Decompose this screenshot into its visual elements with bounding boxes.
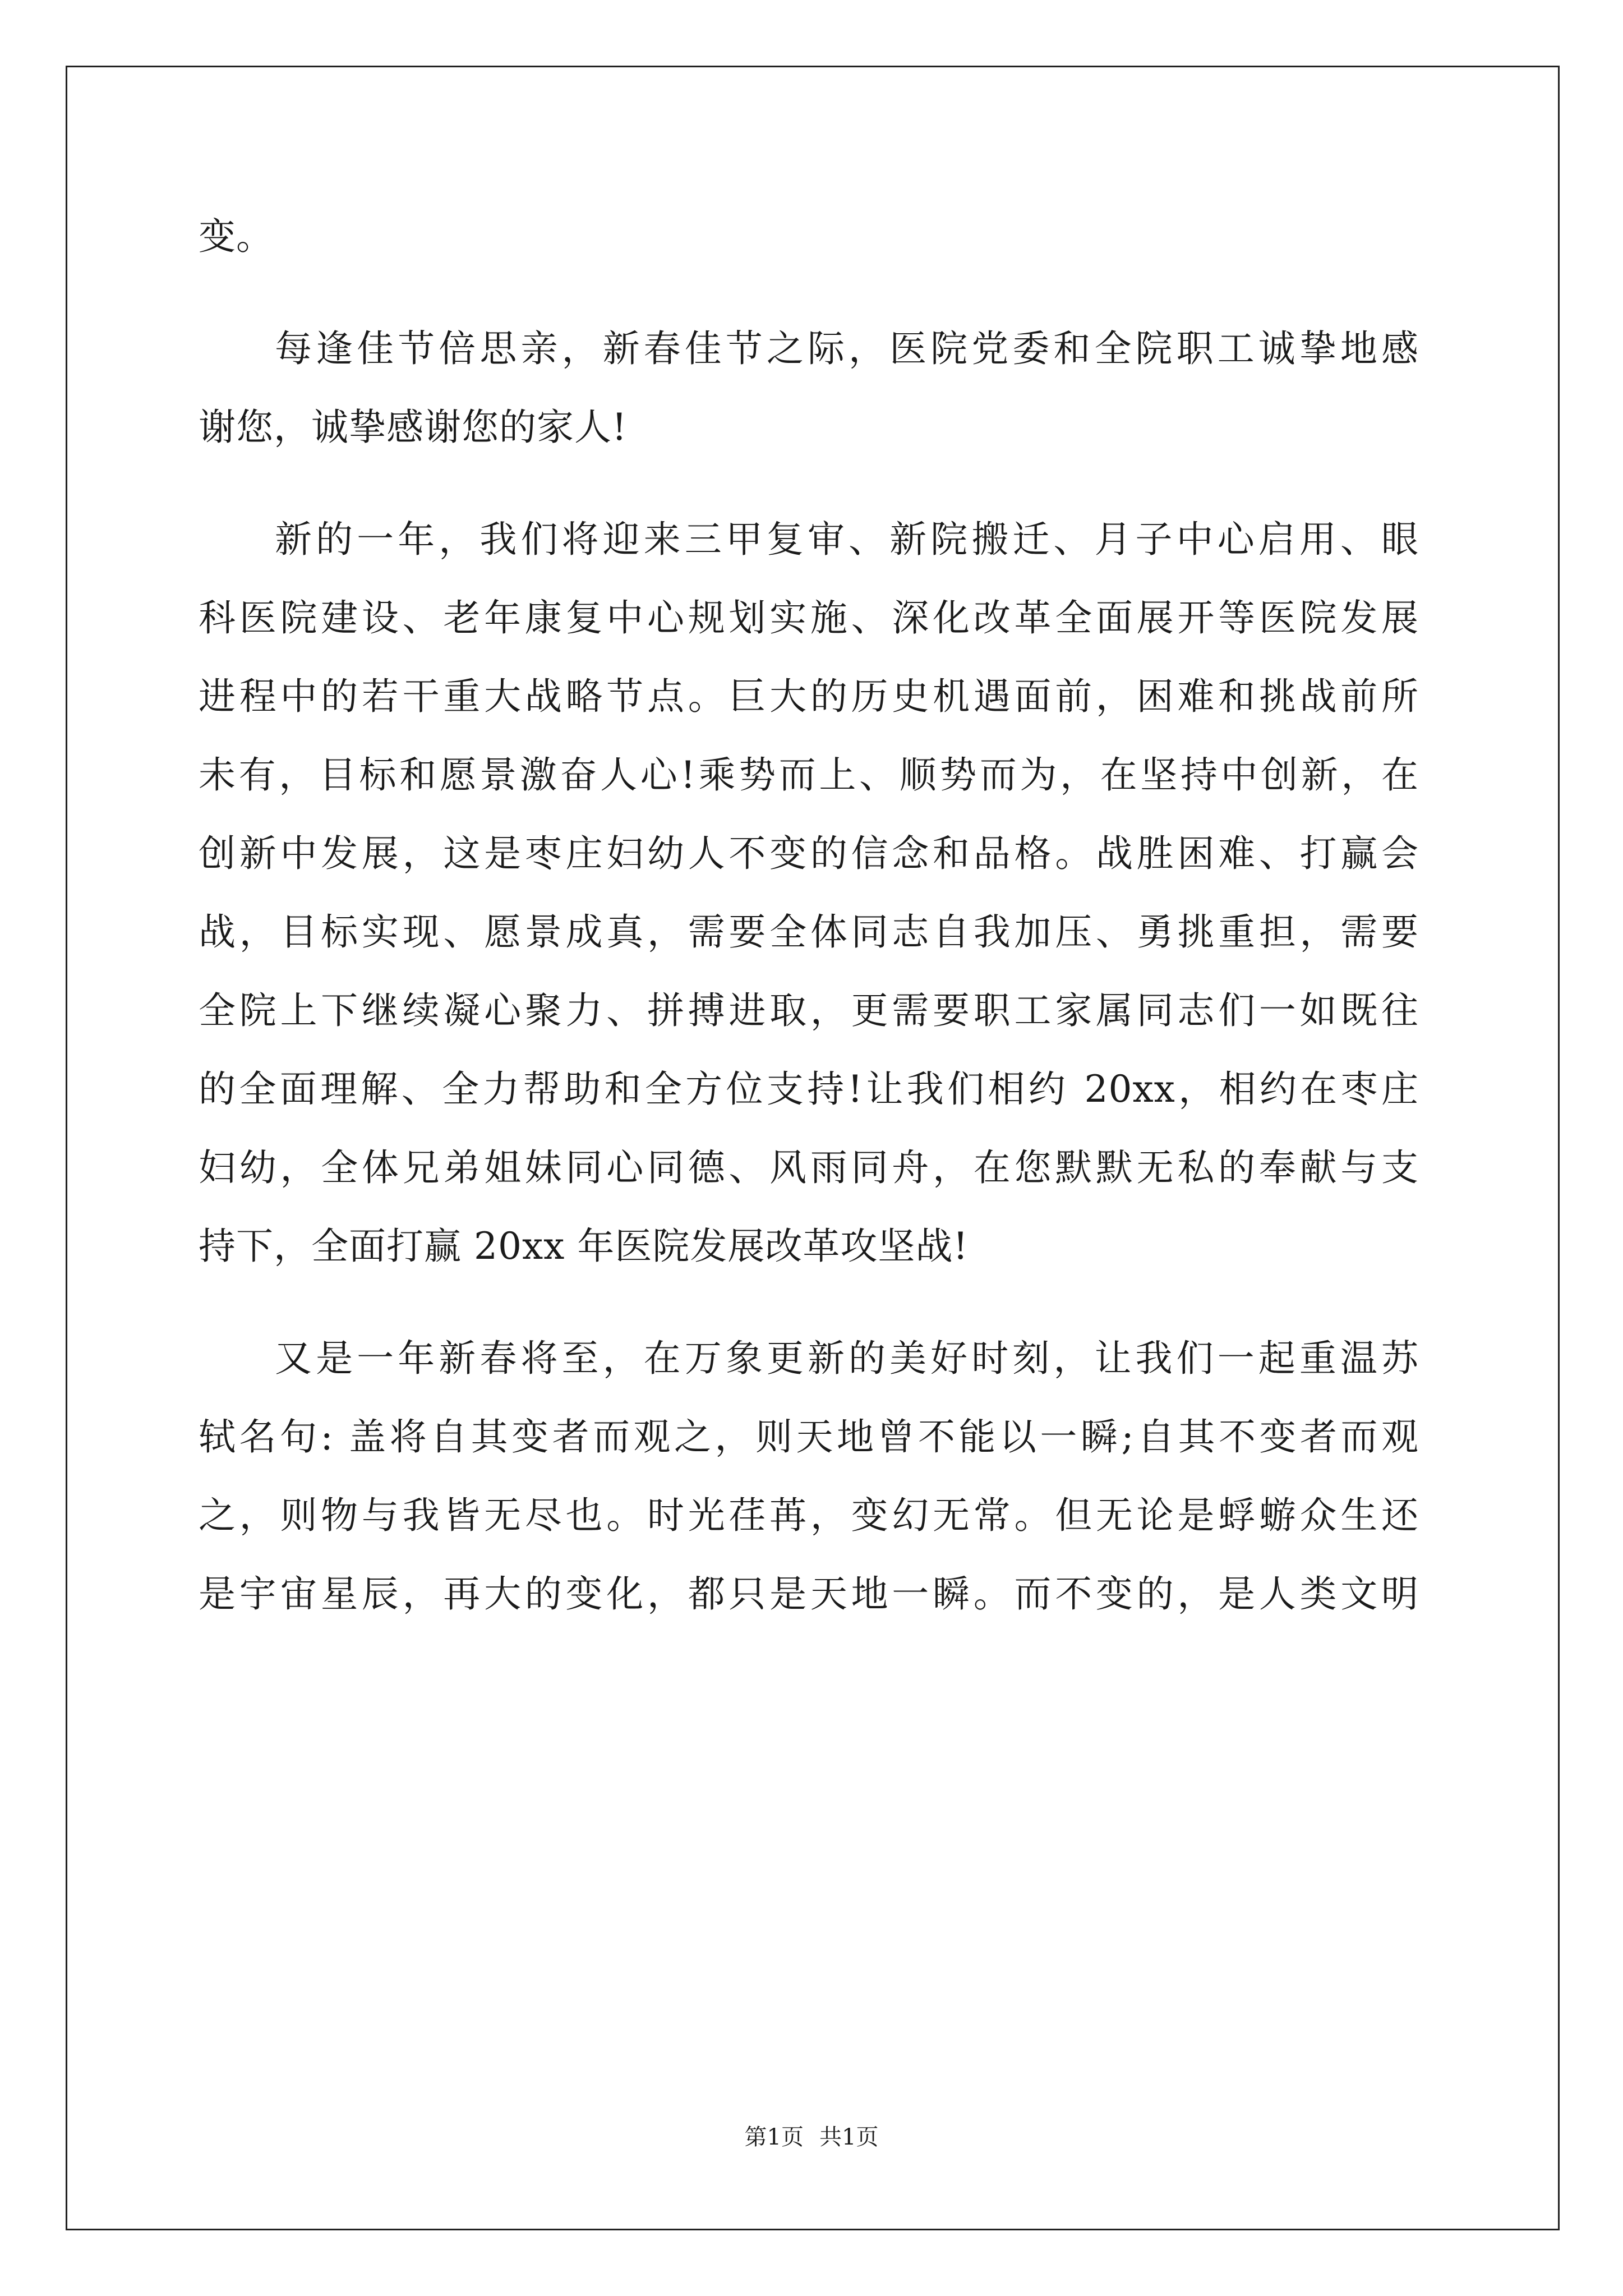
text-line: 妇幼，全体兄弟姐妹同心同德、风雨同舟，在您默默无私的奉献与支	[199, 1146, 1419, 1189]
text-line: 战，目标实现、愿景成真，需要全体同志自我加压、勇挑重担，需要	[199, 910, 1419, 954]
text-line: 每逢佳节倍思亲，新春佳节之际，医院党委和全院职工诚挚地感	[275, 327, 1419, 370]
text-line: 谢您，诚挚感谢您的家人!	[199, 406, 628, 449]
text-line: 全院上下继续凝心聚力、拼搏进取，更需要职工家属同志们一如既往	[199, 989, 1419, 1032]
text-line: 创新中发展，这是枣庄妇幼人不变的信念和品格。战胜困难、打赢会	[199, 832, 1419, 875]
text-line: 科医院建设、老年康复中心规划实施、深化改革全面展开等医院发展	[199, 596, 1419, 639]
page-number: 第1页	[744, 2124, 804, 2150]
text-line: 又是一年新春将至，在万象更新的美好时刻，让我们一起重温苏	[275, 1337, 1419, 1380]
text-line: 轼名句: 盖将自其变者而观之，则天地曾不能以一瞬;自其不变者而观	[199, 1415, 1419, 1458]
text-line: 进程中的若干重大战略节点。巨大的历史机遇面前，困难和挑战前所	[199, 675, 1419, 718]
text-line: 新的一年，我们将迎来三甲复审、新院搬迁、月子中心启用、眼	[275, 518, 1419, 561]
text-line: 变。	[199, 215, 274, 258]
text-line: 的全面理解、全力帮助和全方位支持!让我们相约 20xx，相约在枣庄	[199, 1068, 1419, 1111]
page-total: 共1页	[819, 2124, 879, 2150]
text-line: 之，则物与我皆无尽也。时光荏苒，变幻无常。但无论是蜉蝣众生还	[199, 1494, 1419, 1537]
text-line: 未有，目标和愿景激奋人心!乘势而上、顺势而为，在坚持中创新，在	[199, 753, 1419, 797]
page-footer	[0, 2120, 1623, 2154]
text-line: 是宇宙星辰，再大的变化，都只是天地一瞬。而不变的，是人类文明	[199, 1572, 1419, 1616]
text-line: 持下，全面打赢 20xx 年医院发展改革攻坚战!	[199, 1225, 969, 1268]
